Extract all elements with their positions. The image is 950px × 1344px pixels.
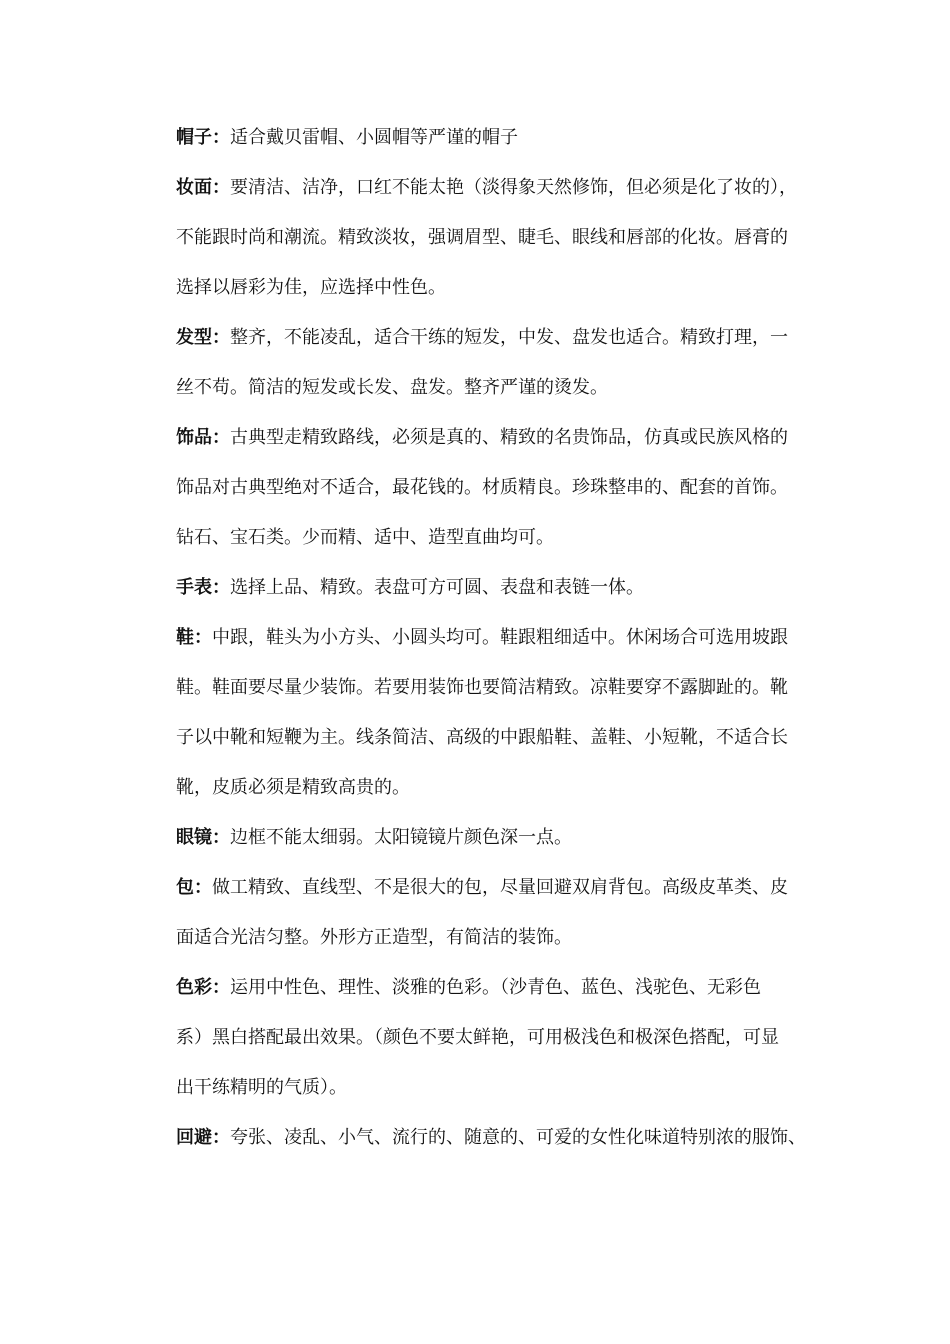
line-text: 运用中性色、理性、淡雅的色彩。（沙青色、蓝色、浅驼色、无彩色: [230, 977, 761, 998]
text-line: [176, 470, 836, 520]
section-label: 色彩：: [176, 977, 230, 998]
section-label: 眼镜：: [176, 827, 230, 848]
line-text: 不能跟时尚和潮流。精致淡妆，强调眉型、睫毛、眼线和唇部的化妆。唇膏的: [176, 227, 788, 248]
line-text: 适合戴贝雷帽、小圆帽等严谨的帽子: [230, 127, 518, 148]
text-line: [176, 570, 836, 620]
line-text: 钻石、宝石类。少而精、适中、造型直曲均可。: [176, 527, 554, 548]
line-text: 子以中靴和短鞭为主。线条简洁、高级的中跟船鞋、盖鞋、小短靴，不适合长: [176, 727, 788, 748]
text-line: [176, 220, 836, 270]
text-line: [176, 520, 836, 570]
text-line: [176, 970, 836, 1020]
text-line: [176, 320, 836, 370]
line-text: 饰品对古典型绝对不适合，最花钱的。材质精良。珍珠整串的、配套的首饰。: [176, 477, 788, 498]
line-text: 选择上品、精致。表盘可方可圆、表盘和表链一体。: [230, 577, 644, 598]
section-label: 回避：: [176, 1127, 230, 1148]
section-label: 妆面：: [176, 177, 230, 198]
text-line: [176, 1070, 836, 1120]
text-line: [176, 920, 836, 970]
text-line: [176, 620, 836, 670]
text-line: [176, 770, 836, 820]
section-label: 饰品：: [176, 427, 230, 448]
text-line: [176, 670, 836, 720]
line-text: 系）黑白搭配最出效果。（颜色不要太鲜艳，可用极浅色和极深色搭配，可显: [176, 1027, 779, 1048]
line-text: 夸张、凌乱、小气、流行的、随意的、可爱的女性化味道特别浓的服饰、: [230, 1127, 806, 1148]
text-line: [176, 820, 836, 870]
text-line: [176, 1020, 836, 1070]
line-text: 出干练精明的气质）。: [176, 1077, 347, 1098]
text-line: [176, 270, 836, 320]
text-line: [176, 1120, 836, 1170]
line-text: 鞋。鞋面要尽量少装饰。若要用装饰也要简洁精致。凉鞋要穿不露脚趾的。靴: [176, 677, 788, 698]
line-text: 要清洁、洁净，口红不能太艳（淡得象天然修饰，但必须是化了妆的），: [230, 177, 797, 198]
line-text: 选择以唇彩为佳，应选择中性色。: [176, 277, 446, 298]
section-label: 帽子：: [176, 127, 230, 148]
section-label: 包：: [176, 877, 212, 898]
section-label: 鞋：: [176, 627, 212, 648]
text-line: [176, 170, 836, 220]
text-line: [176, 720, 836, 770]
line-text: 做工精致、直线型、不是很大的包，尽量回避双肩背包。高级皮革类、皮: [212, 877, 788, 898]
line-text: 丝不苟。简洁的短发或长发、盘发。整齐严谨的烫发。: [176, 377, 608, 398]
line-text: 边框不能太细弱。太阳镜镜片颜色深一点。: [230, 827, 572, 848]
line-text: 靴，皮质必须是精致高贵的。: [176, 777, 410, 798]
line-text: 中跟，鞋头为小方头、小圆头均可。鞋跟粗细适中。休闲场合可选用坡跟: [212, 627, 788, 648]
text-line: [176, 870, 836, 920]
document-body: [176, 120, 836, 1170]
section-label: 手表：: [176, 577, 230, 598]
line-text: 面适合光洁匀整。外形方正造型，有简洁的装饰。: [176, 927, 572, 948]
section-label: 发型：: [176, 327, 230, 348]
line-text: 整齐，不能凌乱，适合干练的短发，中发、盘发也适合。精致打理，一: [230, 327, 788, 348]
text-line: [176, 370, 836, 420]
line-text: 古典型走精致路线，必须是真的、精致的名贵饰品，仿真或民族风格的: [230, 427, 788, 448]
text-line: [176, 420, 836, 470]
text-line: [176, 120, 836, 170]
